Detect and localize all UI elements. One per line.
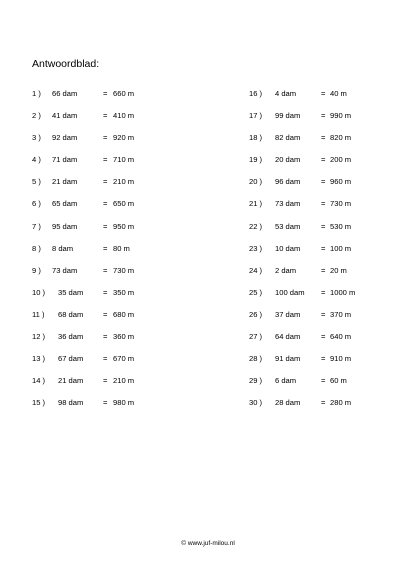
equals-sign: = <box>321 177 326 187</box>
equals-sign: = <box>103 376 108 386</box>
answer-number: 8 ) <box>32 243 41 253</box>
answer-value: 6 dam <box>275 376 297 386</box>
answer-row <box>249 240 416 262</box>
answers-column-right <box>249 85 416 416</box>
answer-row <box>249 394 416 416</box>
answer-result: 20 m <box>330 265 347 275</box>
answer-number: 24 ) <box>249 265 263 275</box>
answer-number: 20 ) <box>249 177 263 187</box>
equals-sign: = <box>103 133 108 143</box>
equals-sign: = <box>321 133 326 143</box>
answer-value: 92 dam <box>52 133 78 143</box>
answer-row <box>32 85 222 107</box>
equals-sign: = <box>321 155 326 165</box>
answer-result: 960 m <box>330 177 352 187</box>
answer-number: 16 ) <box>249 89 263 98</box>
answer-result: 910 m <box>330 354 352 364</box>
answer-value: 96 dam <box>275 177 301 187</box>
answer-result: 360 m <box>113 332 135 342</box>
answer-value: 36 dam <box>58 332 84 342</box>
answer-value: 82 dam <box>275 133 301 143</box>
answer-result: 730 m <box>113 265 135 275</box>
footer-copyright: © www.juf-milou.nl <box>181 540 235 547</box>
equals-sign: = <box>321 243 326 253</box>
answer-result: 350 m <box>113 287 135 297</box>
equals-sign: = <box>103 287 108 297</box>
answer-number: 10 ) <box>32 287 46 297</box>
answer-number: 17 ) <box>249 111 263 121</box>
answer-result: 370 m <box>330 309 352 319</box>
answer-result: 410 m <box>113 111 135 121</box>
answer-row <box>32 328 222 350</box>
answer-result: 100 m <box>330 243 352 253</box>
equals-sign: = <box>103 354 108 364</box>
answer-row <box>249 129 416 151</box>
answer-value: 100 dam <box>275 287 305 297</box>
answer-row <box>32 350 222 372</box>
answer-row <box>32 173 222 195</box>
answer-row <box>249 372 416 394</box>
answer-result: 210 m <box>113 177 135 187</box>
answer-row <box>32 372 222 394</box>
equals-sign: = <box>103 243 108 253</box>
answer-value: 53 dam <box>275 221 301 231</box>
answer-value: 73 dam <box>275 199 301 209</box>
answer-row <box>249 262 416 284</box>
answers-column-left <box>32 85 222 416</box>
answer-row <box>249 306 416 328</box>
equals-sign: = <box>321 89 326 98</box>
answer-result: 820 m <box>330 133 352 143</box>
answer-number: 27 ) <box>249 332 263 342</box>
answer-number: 3 ) <box>32 133 41 143</box>
answer-value: 37 dam <box>275 309 301 319</box>
answer-value: 73 dam <box>52 265 78 275</box>
answer-value: 99 dam <box>275 111 301 121</box>
answer-value: 41 dam <box>52 111 78 121</box>
answer-number: 13 ) <box>32 354 46 364</box>
answer-row <box>32 218 222 240</box>
answer-result: 710 m <box>113 155 135 165</box>
answer-result: 80 m <box>113 243 130 253</box>
answer-result: 60 m <box>330 376 347 386</box>
answer-row <box>32 306 222 328</box>
answer-result: 530 m <box>330 221 352 231</box>
answer-result: 980 m <box>113 398 135 408</box>
answer-number: 28 ) <box>249 354 263 364</box>
answer-result: 660 m <box>113 89 135 98</box>
answer-number: 22 ) <box>249 221 263 231</box>
answer-number: 6 ) <box>32 199 41 209</box>
answer-number: 26 ) <box>249 309 263 319</box>
answer-value: 71 dam <box>52 155 78 165</box>
answer-number: 7 ) <box>32 221 41 231</box>
equals-sign: = <box>103 398 108 408</box>
answer-value: 67 dam <box>58 354 84 364</box>
answer-row <box>249 173 416 195</box>
equals-sign: = <box>321 199 326 209</box>
answer-value: 65 dam <box>52 199 78 209</box>
answer-value: 20 dam <box>275 155 301 165</box>
equals-sign: = <box>321 332 326 342</box>
equals-sign: = <box>321 354 326 364</box>
equals-sign: = <box>321 376 326 386</box>
answer-result: 40 m <box>330 89 347 98</box>
answer-number: 23 ) <box>249 243 263 253</box>
answer-row <box>32 240 222 262</box>
answer-result: 950 m <box>113 221 135 231</box>
answer-number: 5 ) <box>32 177 41 187</box>
answer-row <box>32 195 222 217</box>
answer-value: 64 dam <box>275 332 301 342</box>
answer-number: 9 ) <box>32 265 41 275</box>
equals-sign: = <box>103 89 108 98</box>
answer-number: 4 ) <box>32 155 41 165</box>
page-title: Antwoordblad: <box>32 58 100 70</box>
answer-value: 4 dam <box>275 89 297 98</box>
answer-row <box>32 394 222 416</box>
answer-row <box>249 218 416 240</box>
equals-sign: = <box>321 221 326 231</box>
answer-row <box>249 85 416 107</box>
answer-number: 21 ) <box>249 199 263 209</box>
answer-number: 19 ) <box>249 155 263 165</box>
answer-result: 680 m <box>113 309 135 319</box>
answer-result: 1000 m <box>330 287 356 297</box>
answer-result: 730 m <box>330 199 352 209</box>
answer-row <box>32 151 222 173</box>
answer-value: 21 dam <box>58 376 84 386</box>
answer-value: 10 dam <box>275 243 301 253</box>
answer-row <box>32 129 222 151</box>
answer-number: 18 ) <box>249 133 263 143</box>
equals-sign: = <box>321 398 326 408</box>
answer-number: 15 ) <box>32 398 46 408</box>
answer-row <box>249 350 416 372</box>
equals-sign: = <box>321 309 326 319</box>
answer-value: 28 dam <box>275 398 301 408</box>
answer-result: 990 m <box>330 111 352 121</box>
answer-number: 12 ) <box>32 332 46 342</box>
answer-row <box>249 328 416 350</box>
answer-value: 98 dam <box>58 398 84 408</box>
answer-result: 210 m <box>113 376 135 386</box>
equals-sign: = <box>321 265 326 275</box>
answer-result: 650 m <box>113 199 135 209</box>
answer-value: 66 dam <box>52 89 78 98</box>
equals-sign: = <box>321 111 326 121</box>
answer-result: 670 m <box>113 354 135 364</box>
answer-number: 1 ) <box>32 89 41 98</box>
answer-result: 280 m <box>330 398 352 408</box>
answer-value: 68 dam <box>58 309 84 319</box>
answer-row <box>32 284 222 306</box>
answer-row <box>249 107 416 129</box>
answer-number: 2 ) <box>32 111 41 121</box>
answer-value: 2 dam <box>275 265 297 275</box>
equals-sign: = <box>103 155 108 165</box>
equals-sign: = <box>103 265 108 275</box>
answer-result: 920 m <box>113 133 135 143</box>
answer-number: 29 ) <box>249 376 263 386</box>
answer-row <box>32 107 222 129</box>
answer-row <box>249 284 416 306</box>
answer-number: 11 ) <box>32 309 45 319</box>
equals-sign: = <box>103 177 108 187</box>
answer-value: 35 dam <box>58 287 84 297</box>
answer-number: 14 ) <box>32 376 46 386</box>
answer-row <box>32 262 222 284</box>
answer-value: 95 dam <box>52 221 78 231</box>
equals-sign: = <box>321 287 326 297</box>
answer-value: 21 dam <box>52 177 78 187</box>
answer-result: 640 m <box>330 332 352 342</box>
equals-sign: = <box>103 309 108 319</box>
equals-sign: = <box>103 111 108 121</box>
answer-number: 25 ) <box>249 287 263 297</box>
answer-result: 200 m <box>330 155 352 165</box>
equals-sign: = <box>103 199 108 209</box>
answer-number: 30 ) <box>249 398 263 408</box>
answer-row <box>249 151 416 173</box>
answer-row <box>249 195 416 217</box>
equals-sign: = <box>103 221 108 231</box>
answer-value: 8 dam <box>52 243 74 253</box>
equals-sign: = <box>103 332 108 342</box>
answer-value: 91 dam <box>275 354 301 364</box>
